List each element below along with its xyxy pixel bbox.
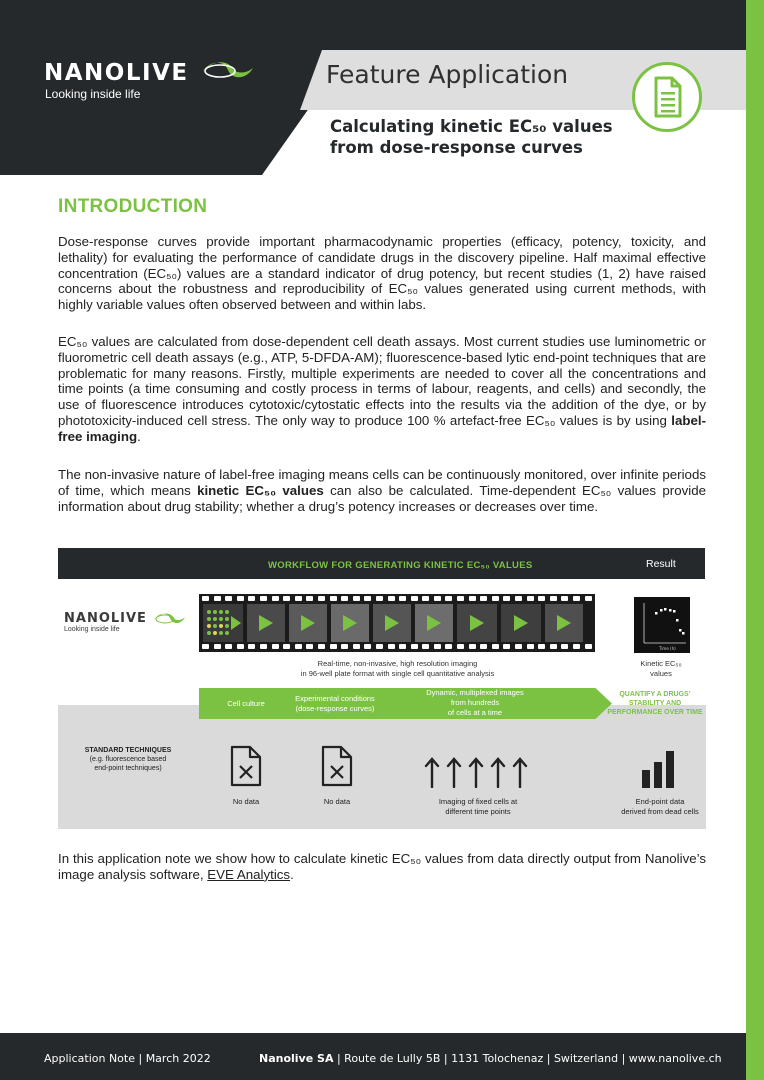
step-experimental-conditions	[280, 694, 390, 714]
standard-techniques-title: STANDARD TECHNIQUES	[84, 747, 172, 754]
paragraph-text: can also be calculated. Time-dependent EC₅₀ values provide information about drug stability; whether a drug’s potency increases or decreases over time.	[58, 482, 706, 514]
film-frame	[373, 604, 411, 642]
play-icon	[301, 615, 315, 631]
caption-line: values	[650, 669, 672, 678]
label-line: Imaging of fixed cells at	[438, 797, 518, 806]
intro-paragraph-2	[58, 334, 706, 445]
play-icon	[427, 615, 441, 631]
logo-swirl-icon	[198, 58, 256, 82]
logo-swirl-icon	[152, 611, 186, 627]
feature-title: Feature Application	[326, 60, 569, 89]
document-icon-glyph	[635, 65, 699, 129]
time-points-arrows-icon	[423, 756, 533, 788]
step-line: Dynamic, multiplexed images	[426, 688, 524, 697]
closing-paragraph	[58, 851, 706, 883]
nanolive-logo	[44, 60, 189, 101]
no-data-file-icon	[321, 745, 353, 787]
film-frame	[501, 604, 541, 642]
play-icon	[385, 615, 399, 631]
result-caption	[625, 659, 697, 679]
caption-line: Kinetic EC₅₀	[640, 659, 682, 668]
film-frame	[289, 604, 327, 642]
intro-paragraph-1: Dose-response curves provide important pharmacodynamic properties (efficacy, potency, toxicity, and lethality) for evaluating the performance of candidate drugs in the discovery pipeline. Half maximal effective concentration (EC₅₀) values are a standard indicator of drug potency, but recent studies (1, 2) have raised concerns about the robustness and reproducibility of EC₅₀ values generated using current methods, with highly variable values often observed between and within labs.	[58, 234, 706, 313]
step-line: (dose-response curves)	[295, 704, 375, 713]
play-icon	[557, 615, 571, 631]
step-line: from hundreds	[450, 698, 500, 707]
standard-techniques-sub: end-point techniques)	[94, 765, 162, 772]
no-data-label: No data	[232, 797, 260, 806]
subtitle-line: Calculating kinetic EC₅₀ values	[330, 117, 613, 136]
play-icon	[470, 615, 484, 631]
intro-paragraph-3	[58, 467, 706, 514]
svg-text:Time (h): Time (h)	[659, 646, 676, 651]
label-line: derived from dead cells	[621, 807, 699, 816]
logo-tagline: Looking inside life	[64, 626, 120, 633]
imaging-filmstrip	[199, 594, 595, 652]
workflow-result-label: Result	[646, 558, 676, 570]
step-cell-culture: Cell culture	[227, 699, 265, 708]
play-icon	[259, 615, 273, 631]
logo-tagline: Looking inside life	[45, 87, 141, 101]
play-icon	[343, 615, 357, 631]
caption-line: in 96-well plate format with single cell quantitative analysis	[300, 669, 495, 678]
document-icon	[632, 62, 702, 132]
nanolive-logo-small	[64, 611, 147, 633]
no-data-file-icon	[230, 745, 262, 787]
step-line: of cells at a time	[447, 708, 503, 717]
emphasis-text: kinetic EC₅₀ values	[197, 482, 324, 498]
play-icon	[514, 615, 528, 631]
document-subtitle	[330, 116, 613, 158]
footer-company-info	[259, 1052, 722, 1065]
workflow-title: WORKFLOW FOR GENERATING KINETIC EC₅₀ VALUES	[268, 560, 533, 571]
callout-line: QUANTIFY A DRUGS’	[619, 691, 691, 698]
company-name: Nanolive SA	[259, 1052, 334, 1065]
caption-line: Real-time, non-invasive, high resolution imaging	[317, 659, 478, 668]
paragraph-text: In this application note we show how to calculate kinetic EC₅₀ values from data directly output from Nanolive’s image analysis software,	[58, 851, 706, 882]
emphasis-text: label-free imaging	[58, 412, 706, 444]
film-frame	[331, 604, 369, 642]
footer-note: Application Note | March 2022	[44, 1052, 211, 1065]
step-dynamic-images	[410, 688, 540, 718]
subtitle-line: from dose-response curves	[330, 138, 583, 157]
logo-wordmark: NANOLIVE	[44, 60, 189, 86]
no-data-label: No data	[323, 797, 351, 806]
callout-line: PERFORMANCE OVER TIME	[607, 709, 703, 716]
paragraph-text: EC₅₀ values are calculated from dose-dependent cell death assays. Most current studies use luminometric or fluorometric cell death assays (e.g., ATP, 5-DFDA-AM); fluorescence-based lytic end-point techniques that are problematic for many reasons. Firstly, multiple experiments are needed to cover all the concentrations and time points (a time consuming and costly process in terms of labour, reagents, and cells) and secondly, the use of fluorescence introduces cytotoxic/cytostatic effects into the results via the addition of the dye, or by phototoxicity-induced cell stress. The only way to produce 100 % artefact-free EC₅₀ values is by using	[58, 334, 706, 428]
bar-chart-icon	[641, 750, 677, 788]
side-accent-bar	[746, 0, 764, 1080]
callout-line: STABILITY AND	[628, 700, 682, 707]
section-heading: INTRODUCTION	[58, 196, 208, 217]
paragraph-text: .	[137, 428, 141, 444]
end-point-label	[613, 797, 707, 817]
film-perforations	[202, 596, 592, 602]
film-frame	[415, 604, 453, 642]
standard-techniques-label	[58, 746, 198, 773]
film-frame	[247, 604, 285, 642]
step-line: Experimental conditions	[295, 694, 375, 703]
company-address: | Route de Lully 5B | 1131 Tolochenaz | Switzerland | www.nanolive.ch	[333, 1052, 722, 1065]
label-line: different time points	[445, 807, 511, 816]
kinetic-ec50-result-chart	[634, 597, 690, 653]
label-line: End-point data	[635, 797, 685, 806]
standard-techniques-sub: (e.g. fluorescence based	[89, 756, 167, 763]
plate-frame	[203, 604, 243, 642]
film-frame	[457, 604, 497, 642]
film-frame	[545, 604, 583, 642]
film-perforations	[202, 644, 592, 650]
logo-wordmark: NANOLIVE	[64, 611, 147, 626]
eve-analytics-link[interactable]: EVE Analytics	[207, 866, 291, 882]
paragraph-text: The non-invasive nature of label-free imaging means cells can be continuously monitored, over infinite periods of time, which means	[58, 467, 706, 498]
paragraph-text: .	[290, 866, 294, 882]
filmstrip-caption	[260, 659, 535, 679]
fixed-cells-label	[418, 797, 538, 817]
quantify-callout	[603, 690, 707, 717]
